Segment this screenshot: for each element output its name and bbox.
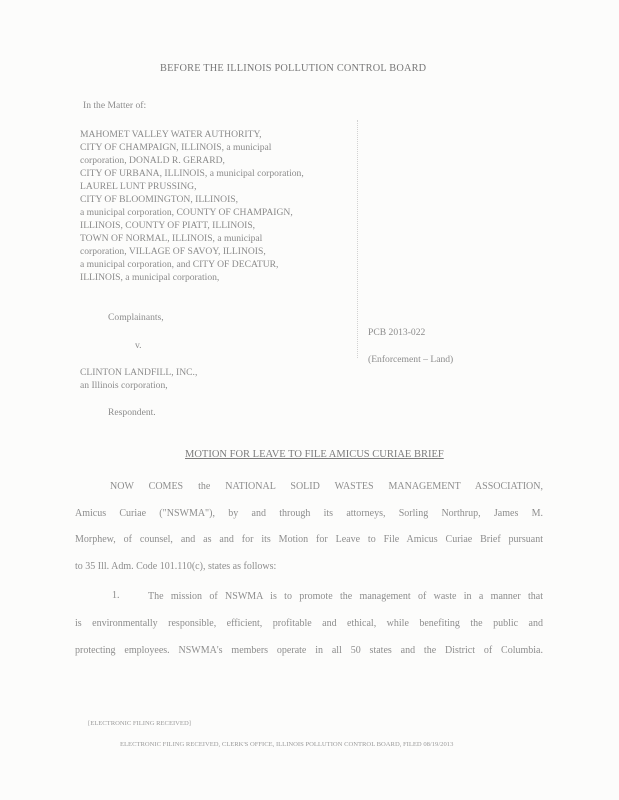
caption-party-line: CITY OF CHAMPAIGN, ILLINOIS, a municipal <box>80 142 272 153</box>
caption-party-line: a municipal corporation, and CITY OF DECATUR, <box>80 259 279 270</box>
versus-label: v. <box>135 340 142 351</box>
respondent-description: an Illinois corporation, <box>80 380 168 391</box>
caption-party-line: a municipal corporation, COUNTY OF CHAMPAIGN, <box>80 207 293 218</box>
body-line: Amicus Curiae ("NSWMA"), by and through its attorneys, Sorling Northrup, James M. <box>75 508 543 519</box>
court-title: BEFORE THE ILLINOIS POLLUTION CONTROL BOARD <box>160 63 427 74</box>
body-line: The mission of NSWMA is to promote the management of waste in a manner that <box>148 591 543 602</box>
respondent-label: Respondent. <box>108 407 156 418</box>
caption-intro: In the Matter of: <box>83 100 147 111</box>
motion-title: MOTION FOR LEAVE TO FILE AMICUS CURIAE BRIEF <box>185 449 444 460</box>
body-line: to 35 Ill. Adm. Code 101.110(c), states as follows: <box>75 561 277 572</box>
caption-party-line: MAHOMET VALLEY WATER AUTHORITY, <box>80 129 262 140</box>
caption-party-line: TOWN OF NORMAL, ILLINOIS, a municipal <box>80 233 263 244</box>
body-line: NOW COMES the NATIONAL SOLID WASTES MANAGEMENT ASSOCIATION, <box>110 481 543 492</box>
caption-party-line: ILLINOIS, COUNTY OF PIATT, ILLINOIS, <box>80 220 256 231</box>
caption-party-line: CITY OF URBANA, ILLINOIS, a municipal corporation, <box>80 168 304 179</box>
paragraph-number: 1. <box>112 590 120 601</box>
case-number: PCB 2013-022 <box>368 327 426 338</box>
caption-party-line: corporation, VILLAGE OF SAVOY, ILLINOIS, <box>80 246 266 257</box>
footer-filing-stamp: ELECTRONIC FILING RECEIVED, CLERK'S OFFICE, ILLINOIS POLLUTION CONTROL BOARD, FILED 08/19/2013 <box>120 741 454 748</box>
respondent-name: CLINTON LANDFILL, INC., <box>80 367 198 378</box>
caption-divider <box>357 120 358 358</box>
footer-filing-label: [ELECTRONIC FILING RECEIVED] <box>88 720 191 727</box>
case-type: (Enforcement – Land) <box>368 354 454 365</box>
caption-party-line: ILLINOIS, a municipal corporation, <box>80 272 220 283</box>
body-line: is environmentally responsible, efficient, profitable and ethical, while benefiting the public and <box>75 618 543 629</box>
complainants-label: Complainants, <box>108 312 164 323</box>
body-line: Morphew, of counsel, and as and for its Motion for Leave to File Amicus Curiae Brief pursuant <box>75 534 543 545</box>
body-line: protecting employees. NSWMA's members operate in all 50 states and the District of Columbia. <box>75 645 543 656</box>
caption-party-line: LAUREL LUNT PRUSSING, <box>80 181 197 192</box>
caption-party-line: corporation, DONALD R. GERARD, <box>80 155 225 166</box>
caption-party-line: CITY OF BLOOMINGTON, ILLINOIS, <box>80 194 239 205</box>
